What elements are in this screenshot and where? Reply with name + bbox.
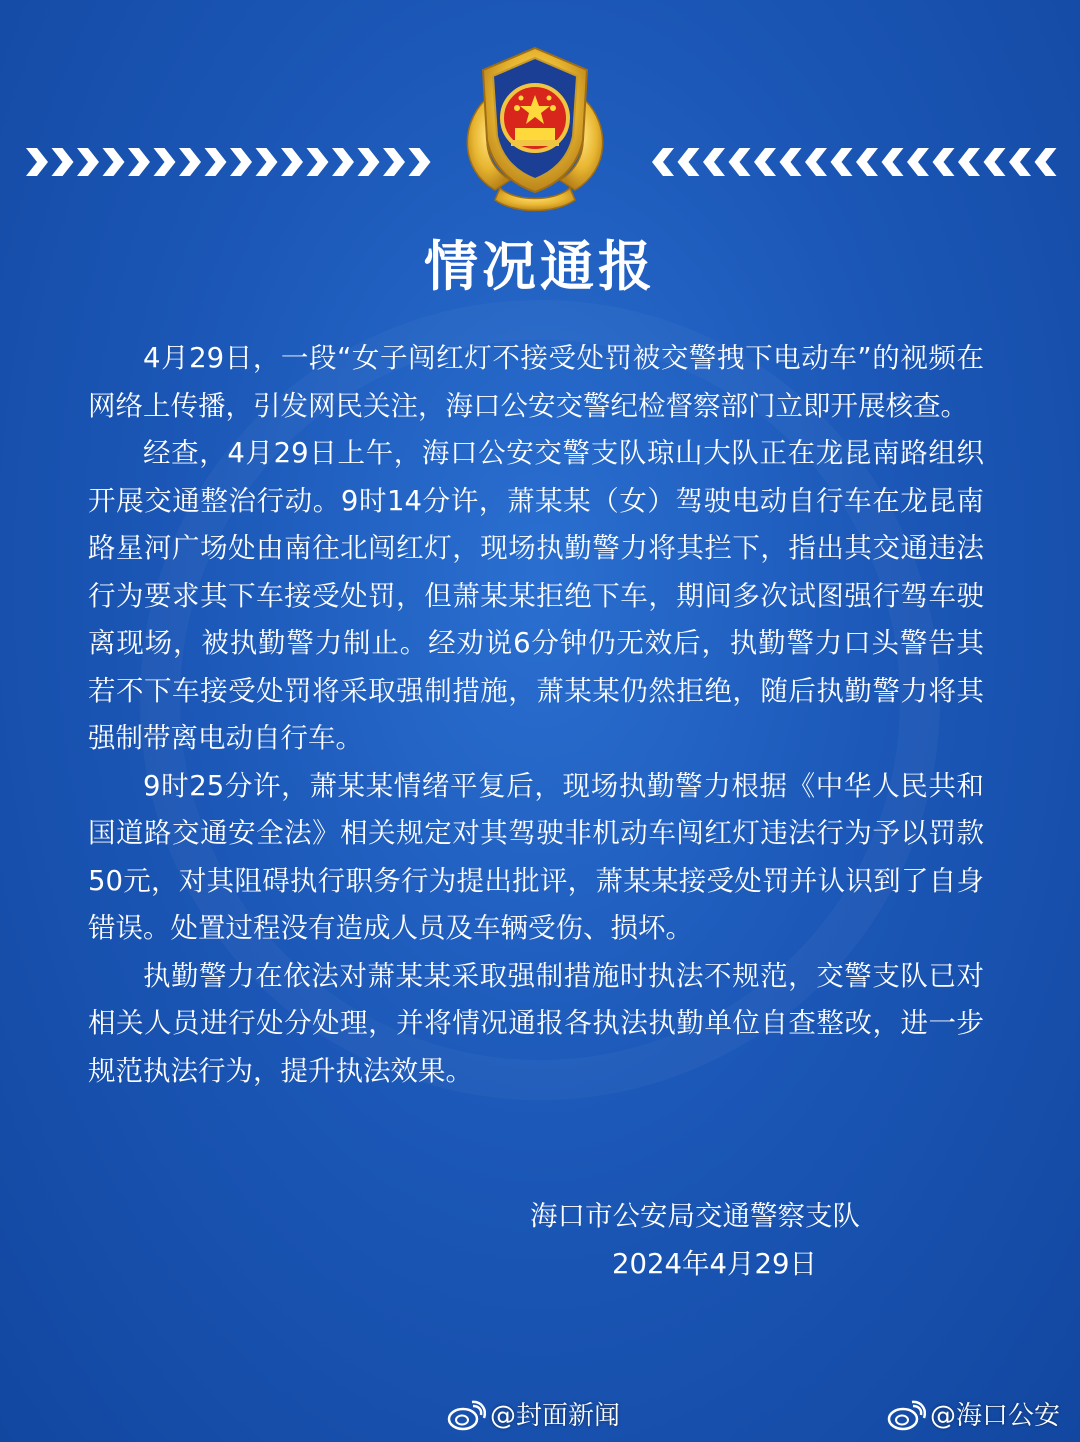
chevron-mark xyxy=(52,148,74,176)
chevron-mark xyxy=(1009,148,1031,176)
weibo-logo-icon xyxy=(886,1400,926,1432)
chevron-mark xyxy=(281,148,303,176)
chevron-mark xyxy=(230,148,252,176)
notice-body xyxy=(88,335,984,1095)
chevron-mark xyxy=(882,148,904,176)
chevron-decoration-right xyxy=(648,140,1058,184)
issuing-organization: 海口市公安局交通警察支队 xyxy=(530,1200,860,1232)
chevron-mark xyxy=(729,148,751,176)
chevron-mark xyxy=(358,148,380,176)
chevron-mark xyxy=(1035,148,1057,176)
chevron-mark xyxy=(933,148,955,176)
chevron-mark xyxy=(383,148,405,176)
chevron-mark xyxy=(128,148,150,176)
chevron-mark xyxy=(984,148,1006,176)
chevron-mark xyxy=(154,148,176,176)
chevron-decoration-left xyxy=(22,140,432,184)
weibo-handle-first: @封面新闻 xyxy=(490,1401,621,1431)
paragraph-2: 经查，4月29日上午，海口公安交警支队琼山大队正在龙昆南路组织开展交通整治行动。9时14分许，萧某某（女）驾驶电动自行车在龙昆南路星河广场处由南往北闯红灯，现场执勤警力将其拦下，指出其交通违法行为要求其下车接受处罚，但萧某某拒绝下车，期间多次试图强行驾车驶离现场，被执勤警力制止。经劝说6分钟仍无效后，执勤警力口头警告其若不下车接受处罚将采取强制措施，萧某某仍然拒绝，随后执勤警力将其强制带离电动自行车。 xyxy=(88,437,984,754)
chevron-mark xyxy=(780,148,802,176)
weibo-logo-icon xyxy=(446,1400,486,1432)
chevron-mark xyxy=(805,148,827,176)
weibo-watermark-first xyxy=(446,1396,620,1436)
chevron-mark xyxy=(205,148,227,176)
chevron-mark xyxy=(652,148,674,176)
chevron-mark xyxy=(307,148,329,176)
paragraph-3: 9时25分许，萧某某情绪平复后，现场执勤警力根据《中华人民共和国道路交通安全法》相关规定对其驾驶非机动车闯红灯违法行为予以罚款50元，对其阻碍执行职务行为提出批评，萧某某接受处罚并认识到了自身错误。处置过程没有造成人员及车辆受伤、损坏。 xyxy=(88,769,984,944)
police-emblem-icon xyxy=(455,40,615,215)
issue-date: 2024年4月29日 xyxy=(612,1248,817,1280)
chevron-mark xyxy=(409,148,431,176)
chevron-mark xyxy=(856,148,878,176)
chevron-mark xyxy=(703,148,725,176)
chevron-mark xyxy=(754,148,776,176)
chevron-mark xyxy=(831,148,853,176)
chevron-mark xyxy=(332,148,354,176)
chevron-mark xyxy=(678,148,700,176)
signature-block xyxy=(530,1192,890,1288)
chevron-mark xyxy=(958,148,980,176)
chevron-mark xyxy=(256,148,278,176)
chevron-mark xyxy=(103,148,125,176)
paragraph-4: 执勤警力在依法对萧某某采取强制措施时执法不规范，交警支队已对相关人员进行处分处理，并将情况通报各执法执勤单位自查整改，进一步规范执法行为，提升执法效果。 xyxy=(88,959,984,1087)
paragraph-1: 4月29日，一段“女子闯红灯不接受处罚被交警拽下电动车”的视频在网络上传播，引发网民关注，海口公安交警纪检督察部门立即开展核查。 xyxy=(88,342,984,422)
weibo-watermark-second xyxy=(886,1396,1060,1436)
chevron-mark xyxy=(179,148,201,176)
chevron-mark xyxy=(26,148,48,176)
page-title: 情况通报 xyxy=(424,235,656,298)
weibo-handle-second: @海口公安 xyxy=(930,1401,1061,1431)
chevron-mark xyxy=(907,148,929,176)
chevron-mark xyxy=(77,148,99,176)
